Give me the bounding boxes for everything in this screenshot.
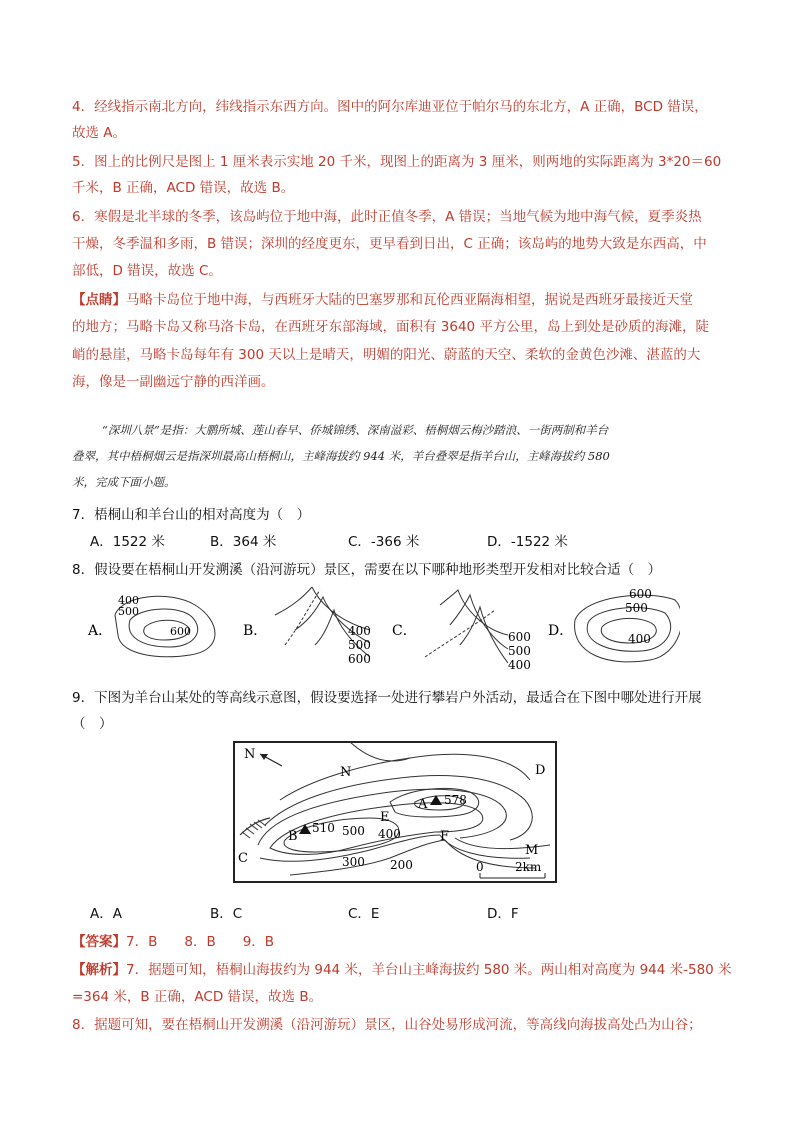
q9-stem-line1: 9．下图为羊台山某处的等高线示意图，假设要选择一处进行攀岩户外活动，最适合在下图中哪处进行开展: [72, 690, 702, 706]
q8b-label-500: 500: [348, 638, 371, 652]
q8-label-d: D．: [548, 623, 574, 639]
q8b-label-400: 400: [348, 624, 371, 638]
q8c-contour-1: [440, 590, 508, 635]
q9-label-b: B: [288, 829, 298, 844]
q8-figures: [80, 585, 680, 675]
q9-scale-2km: 2km: [515, 860, 542, 874]
q9-option-b: B．C: [210, 906, 243, 922]
q8d-label-400: 400: [628, 632, 651, 646]
q9-north-label: N: [244, 747, 256, 762]
q9-label-c: C: [238, 851, 248, 866]
highlight-line3: 峭的悬崖，马略卡岛每年有 300 天以上是晴天，明媚的阳光、蔚蓝的天空、柔软的金黄色沙滩、湛蓝的大: [72, 347, 701, 363]
q9-label-f: F: [440, 829, 450, 844]
q8-stem: 8．假设要在梧桐山开发溯溪（沿河游玩）景区，需要在以下哪种地形类型开发相对比较合适（ ）: [72, 562, 662, 578]
q8b-ridge-line: [285, 590, 320, 645]
q9-contour-map: [230, 740, 560, 885]
q8c-contour-2: [450, 595, 508, 649]
q8a-label-600: 600: [170, 625, 191, 638]
q7-option-c: C．-366 米: [348, 534, 420, 550]
q8b-label-600: 600: [348, 652, 371, 666]
analysis-tag: 【解析】: [72, 962, 126, 978]
q9-label-m: M: [525, 843, 539, 858]
q9-label-510: 510: [312, 821, 335, 835]
analysis-q7-text: 7．据题可知，梧桐山海拔约为 944 米，羊台山主峰海拔约 580 米。两山相对高度为 944 米-580 米: [126, 962, 732, 978]
q9-contour-label-300: 300: [342, 855, 365, 869]
material-line2: 叠翠，其中梧桐烟云是指深圳最高山梧桐山，主峰海拔约 944 米，羊台叠翠是指羊台山，主峰海拔约 580: [72, 449, 610, 463]
q7-option-a: A．1522 米: [90, 534, 165, 550]
highlight-line1: [72, 288, 693, 308]
q9-option-d: D．F: [487, 906, 519, 922]
q8-label-b: B．: [243, 623, 268, 639]
q9-scale-0: 0: [476, 860, 484, 874]
analysis-line1: [72, 958, 732, 978]
q9-contour-label-200: 200: [390, 858, 413, 872]
analysis-q4-line1: 4．经线指示南北方向，纬线指示东西方向。图中的阿尔库迪亚位于帕尔马的东北方，A 正确，BCD 错误，: [72, 99, 708, 115]
q8c-contour-3: [460, 607, 508, 663]
highlight-tag: 【点睛】: [72, 292, 126, 308]
material-line1: “深圳八景”是指：大鹏所城、莲山春早、侨城锦绣、深南溢彩、梧桐烟云梅沙踏浪、一街两制和羊台: [102, 423, 609, 437]
q7-option-b: B．364 米: [210, 534, 277, 550]
analysis-q6-line3: 部低，D 错误，故选 C。: [72, 263, 222, 279]
q9-label-d: D: [535, 763, 546, 778]
q8a-label-500: 500: [118, 605, 139, 618]
q9-stem-line2: （ ）: [72, 716, 113, 732]
q9-label-578: 578: [444, 793, 467, 807]
q8a-label-400: 400: [118, 594, 139, 607]
q9-label-a: A: [418, 797, 428, 812]
analysis-q5-line2: 千米，B 正确，ACD 错误，故选 B。: [72, 180, 295, 196]
highlight-text-1: 马略卡岛位于地中海，与西班牙大陆的巴塞罗那和瓦伦西亚隔海相望，据说是西班牙最接近天堂: [126, 292, 693, 308]
highlight-line2: 的地方；马略卡岛又称马洛卡岛，在西班牙东部海域，面积有 3640 平方公里，岛上到处是砂质的海滩，陡: [72, 319, 709, 335]
analysis-q6-line2: 干燥，冬季温和多雨，B 错误；深圳的经度更东，更早看到日出，C 正确；该岛屿的地势大致是东西高，中: [72, 236, 707, 252]
q9-contour-label-400: 400: [378, 827, 401, 841]
q8d-label-500: 500: [625, 601, 648, 615]
analysis-q6-line1: 6．寒假是北半球的冬季，该岛屿位于地中海，此时正值冬季，A 错误；当地气候为地中海气候，夏季炎热: [72, 209, 702, 225]
answer-text: 7．B 8．B 9．B: [126, 934, 275, 950]
q8d-label-600: 600: [629, 587, 652, 601]
analysis-line2: =364 米，B 正确，ACD 错误，故选 B。: [72, 989, 323, 1005]
material-line3: 米，完成下面小题。: [72, 475, 176, 489]
q8c-label-500: 500: [508, 644, 531, 658]
q9-contour-label-500: 500: [342, 824, 365, 838]
q8c-label-600: 600: [508, 630, 531, 644]
answer-tag: 【答案】: [72, 934, 126, 950]
q7-option-d: D．-1522 米: [487, 534, 568, 550]
highlight-line4: 海，像是一副幽远宁静的西洋画。: [72, 374, 275, 390]
q9-label-e: E: [380, 810, 390, 825]
q8c-valley-line: [425, 610, 495, 657]
answer-line: [72, 930, 274, 950]
q8c-label-400: 400: [508, 658, 531, 672]
analysis-line3: 8．据题可知，要在梧桐山开发溯溪（沿河游玩）景区，山谷处易形成河流，等高线向海拔高处凸为山谷；: [72, 1017, 702, 1033]
q9-label-n: N: [340, 765, 352, 780]
analysis-q4-line2: 故选 A。: [72, 125, 127, 141]
analysis-q5-line1: 5．图上的比例尺是图上 1 厘米表示实地 20 千米，现图上的距离为 3 厘米，则两地的实际距离为 3*20＝60: [72, 154, 722, 170]
q8-label-c: C．: [392, 623, 417, 639]
q7-stem: 7．梧桐山和羊台山的相对高度为（ ）: [72, 507, 311, 523]
q9-option-c: C．E: [348, 906, 380, 922]
q9-option-a: A．A: [90, 906, 122, 922]
q8-label-a: A．: [88, 623, 113, 639]
